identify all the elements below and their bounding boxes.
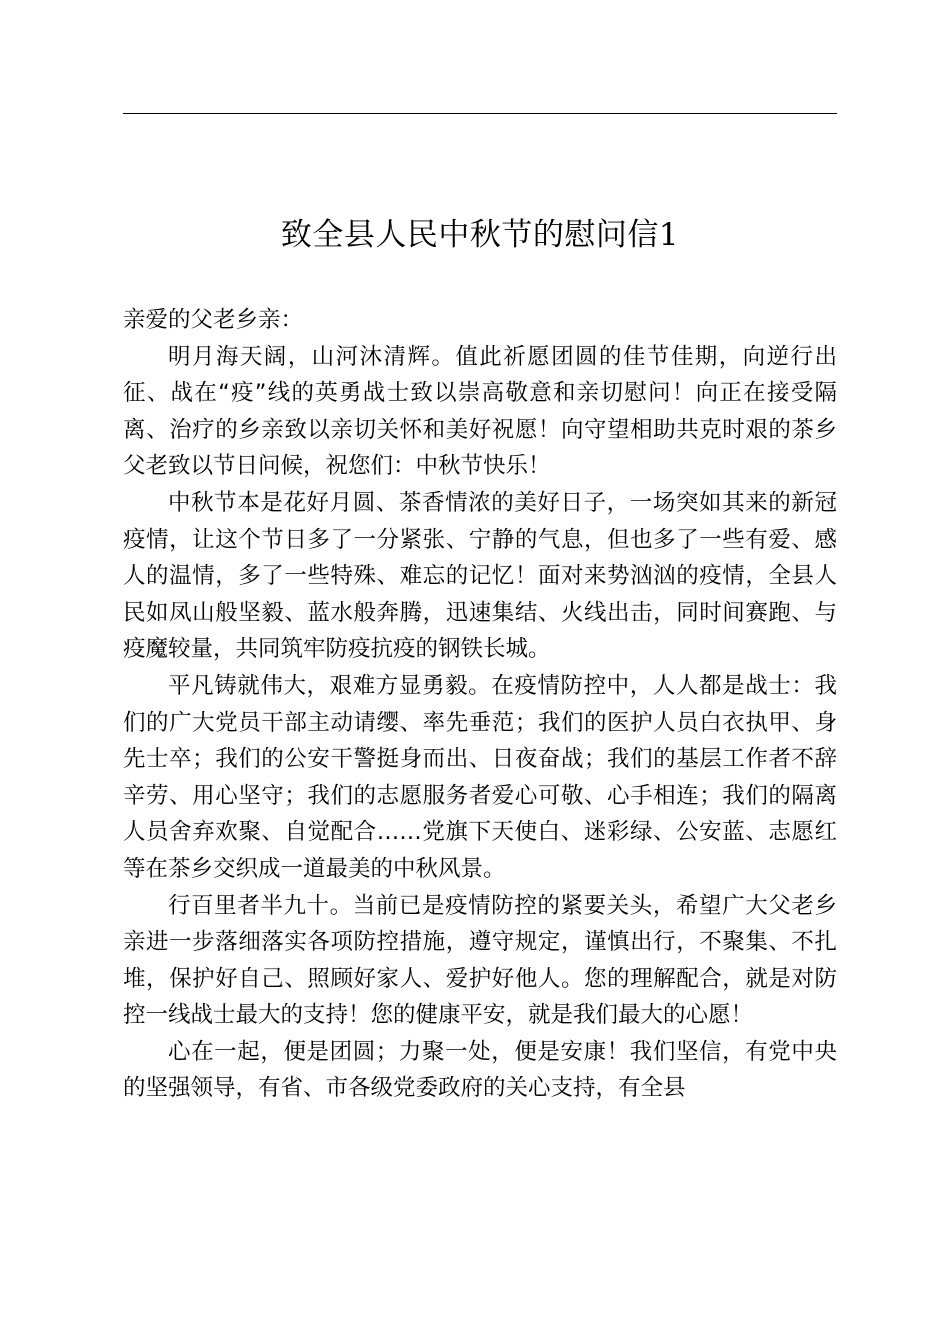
header-rule (123, 113, 837, 114)
title-text: 致全县人民中秋节的慰问信 (280, 217, 659, 253)
paragraph: 中秋节本是花好月圆、茶香情浓的美好日子，一场突如其来的新冠疫情，让这个节日多了一分紧张、宁静的气息，但也多了一些有爱、感人的温情，多了一些特殊、难忘的记忆！面对来势汹汹的疫情，全县人民如凤山般坚毅、蓝水般奔腾，迅速集结、火线出击，同时间赛跑、与疫魔较量，共同筑牢防疫抗疫的钢铁长城。 (123, 489, 837, 663)
title-number: 1 (658, 217, 680, 253)
paragraph: 平凡铸就伟大，艰难方显勇毅。在疫情防控中，人人都是战士：我们的广大党员干部主动请缨、率先垂范；我们的医护人员白衣执甲、身先士卒；我们的公安干警挺身而出、日夜奋战；我们的基层工作者不辞辛劳、用心坚守；我们的志愿服务者爱心可敬、心手相连；我们的隔离人员舍弃欢聚、自觉配合……党旗下天使白、迷彩绿、公安蓝、志愿红等在茶乡交织成一道最美的中秋风景。 (123, 672, 837, 882)
salutation: 亲爱的父老乡亲： (123, 307, 304, 333)
paragraph: 明月海天阔，山河沐清辉。值此祈愿团圆的佳节佳期，向逆行出征、战在“疫”线的英勇战士致以崇高敬意和亲切慰问！向正在接受隔离、治疗的乡亲致以亲切关怀和美好祝愿！向守望相助共克时艰的茶乡父老致以节日问候，祝您们：中秋节快乐！ (123, 343, 837, 480)
paragraph: 心在一起，便是团圆；力聚一处，便是安康！我们坚信，有党中央的坚强领导，有省、市各级党委政府的关心支持，有全县 (123, 1038, 837, 1102)
letter-body (123, 302, 837, 1107)
paragraph: 行百里者半九十。当前已是疫情防控的紧要关头，希望广大父老乡亲进一步落细落实各项防控措施，遵守规定，谨慎出行，不聚集、不扎堆，保护好自己、照顾好家人、爱护好他人。您的理解配合，就是对防控一线战士最大的支持！您的健康平安，就是我们最大的心愿！ (123, 892, 837, 1029)
document-title (123, 212, 837, 258)
